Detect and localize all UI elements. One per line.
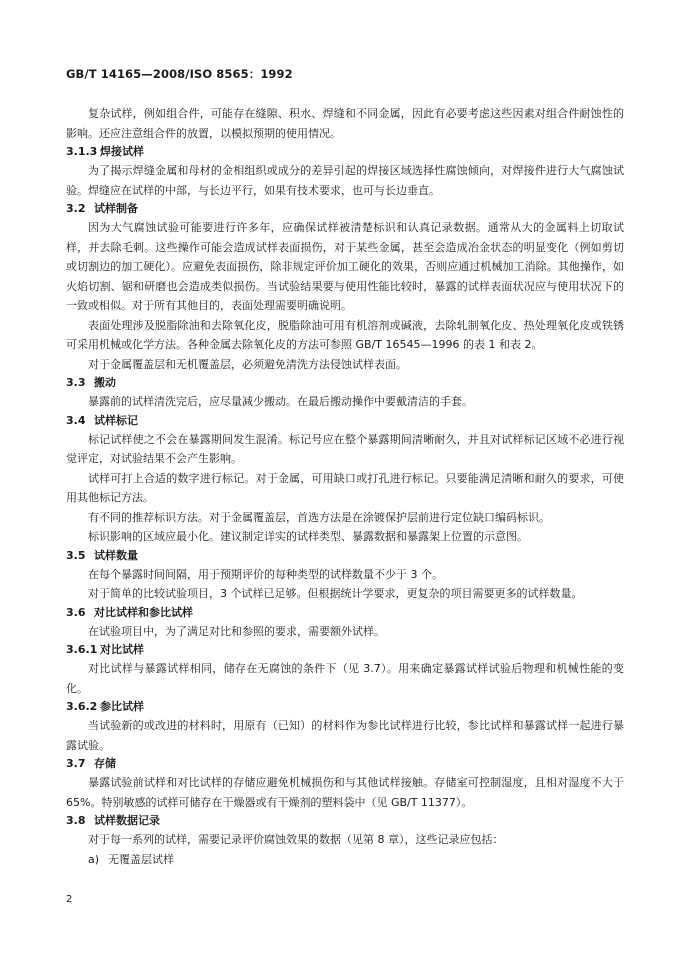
paragraph: 标记试样使之不会在暴露期间发生混淆。标记号应在整个暴露期间清晰耐久，并且对试样标记区域不必进行视觉评定，对试验结果不会产生影响。	[66, 432, 624, 465]
paragraph: 对比试样与暴露试样相同，储存在无腐蚀的条件下（见 3.7）。用来确定暴露试样试验后物理和机械性能的变化。	[66, 662, 624, 695]
paragraph: 试样可打上合适的数字进行标记。对于金属，可用缺口或打孔进行标记。只要能满足清晰和耐久的要求，可使用其他标记方法。	[66, 471, 624, 504]
section-number: 3.6.1	[66, 643, 98, 656]
section-heading	[66, 375, 624, 391]
paragraph: 暴露试验前试样和对比试样的存储应避免机械损伤和与其他试样接触。存储室可控制湿度，且相对湿度不大于 65%。特别敏感的试样可储存在干燥器或有干燥剂的塑料袋中（见 GB/T 11377）。	[66, 776, 624, 809]
section-heading	[66, 699, 624, 715]
section-number: 3.8	[66, 814, 86, 827]
page-number: 2	[66, 894, 73, 905]
paragraph: 因为大气腐蚀试验可能要进行许多年，应确保试样被清楚标识和认真记录数据。通常从大的金属料上切取试样，并去除毛刺。这些操作可能会造成试样表面损伤，对于某些金属，甚至会造成冶金状态的明显变化（例如剪切或切割边的加工硬化）。应避免表面损伤，除非规定评价加工硬化的效果，否则应通过机械加工消除。其他操作，如火焰切割、锯和研磨也会造成类似损伤。当试验结果要与使用性能比较时，暴露的试样表面状况应与使用状况下的一致或相似。对于所有其他目的，表面处理需要明确说明。	[66, 221, 624, 312]
section-title: 试样数据记录	[94, 814, 160, 827]
paragraph: 当试验新的或改进的材料时，用原有（已知）的材料作为参比试样进行比较，参比试样和暴露试样一起进行暴露试验。	[66, 719, 624, 752]
section-heading	[66, 201, 624, 217]
list-item-marker: a)	[88, 852, 100, 866]
section-number: 3.4	[66, 413, 86, 427]
section-number: 3.7	[66, 757, 86, 770]
paragraph: 对于每一系列的试样，需要记录评价腐蚀效果的数据（见第 8 章），这些记录应包括：	[88, 833, 504, 846]
paragraph: 暴露前的试样清洗完后，应尽量减少搬动。在最后搬动操作中要戴清洁的手套。	[88, 395, 473, 408]
section-heading	[66, 756, 624, 772]
section-title: 焊接试样	[100, 145, 144, 158]
paragraph: 标识影响的区域应最小化。建议制定详实的试样类型、暴露数据和暴露架上位置的示意图。	[88, 530, 528, 543]
section-number: 3.6	[66, 605, 86, 619]
section-heading	[66, 642, 624, 658]
list-item	[66, 850, 624, 870]
section-heading	[66, 413, 624, 429]
paragraph: 为了揭示焊缝金属和母材的金相组织或成分的差异引起的焊接区域选择性腐蚀倾向，对焊接件进行大气腐蚀试验。焊缝应在试样的中部，与长边平行，如果有技术要求，也可与长边垂直。	[66, 164, 624, 197]
section-number: 3.3	[66, 376, 86, 389]
paragraph: 在每个暴露时间间隔，用于预期评价的每种类型的试样数量不少于 3 个。	[88, 567, 443, 581]
section-title: 存储	[94, 757, 116, 770]
paragraph: 对于简单的比较试验项目，3 个试样已足够。但根据统计学要求，更复杂的项目需要更多的试样数量。	[88, 587, 583, 600]
document-body	[66, 104, 624, 869]
paragraph: 对于金属覆盖层和无机覆盖层，必须避免清洗方法侵蚀试样表面。	[88, 357, 407, 371]
section-heading	[66, 144, 624, 160]
section-number: 3.2	[66, 202, 86, 215]
section-title: 试样数量	[94, 548, 138, 562]
list-item-label: 无覆盖层试样	[108, 852, 174, 866]
paragraph: 表面处理涉及脱脂除油和去除氧化皮，脱脂除油可用有机溶剂或碱液，去除轧制氧化皮、热处理氧化皮或铁锈可采用机械或化学方法。各种金属去除氧化皮的方法可参照 GB/T 16545—1996 的表 1 和表 2。	[66, 318, 624, 351]
paragraph: 复杂试样，例如组合件，可能存在缝隙、积水、焊缝和不同金属，因此有必要考虑这些因素对组合件耐蚀性的影响。还应注意组合件的放置，以模拟预期的使用情况。	[66, 107, 624, 140]
section-heading	[66, 605, 624, 621]
section-number: 3.6.2	[66, 700, 98, 713]
section-number: 3.5	[66, 548, 86, 562]
section-heading	[66, 548, 624, 564]
section-title: 对比试样和参比试样	[94, 605, 193, 619]
section-title: 对比试样	[100, 643, 144, 656]
section-title: 搬动	[94, 376, 116, 389]
standard-code-header: GB/T 14165—2008/ISO 8565：1992	[66, 67, 293, 81]
section-heading	[66, 813, 624, 829]
section-number: 3.1.3	[66, 145, 98, 158]
section-title: 试样制备	[94, 202, 138, 215]
paragraph: 有不同的推荐标识方法。对于金属覆盖层，首选方法是在涂镀保护层前进行定位缺口编码标识。	[88, 510, 550, 524]
section-title: 试样标记	[94, 413, 138, 427]
paragraph: 在试验项目中，为了满足对比和参照的要求，需要额外试样。	[88, 624, 385, 638]
section-title: 参比试样	[100, 700, 144, 713]
